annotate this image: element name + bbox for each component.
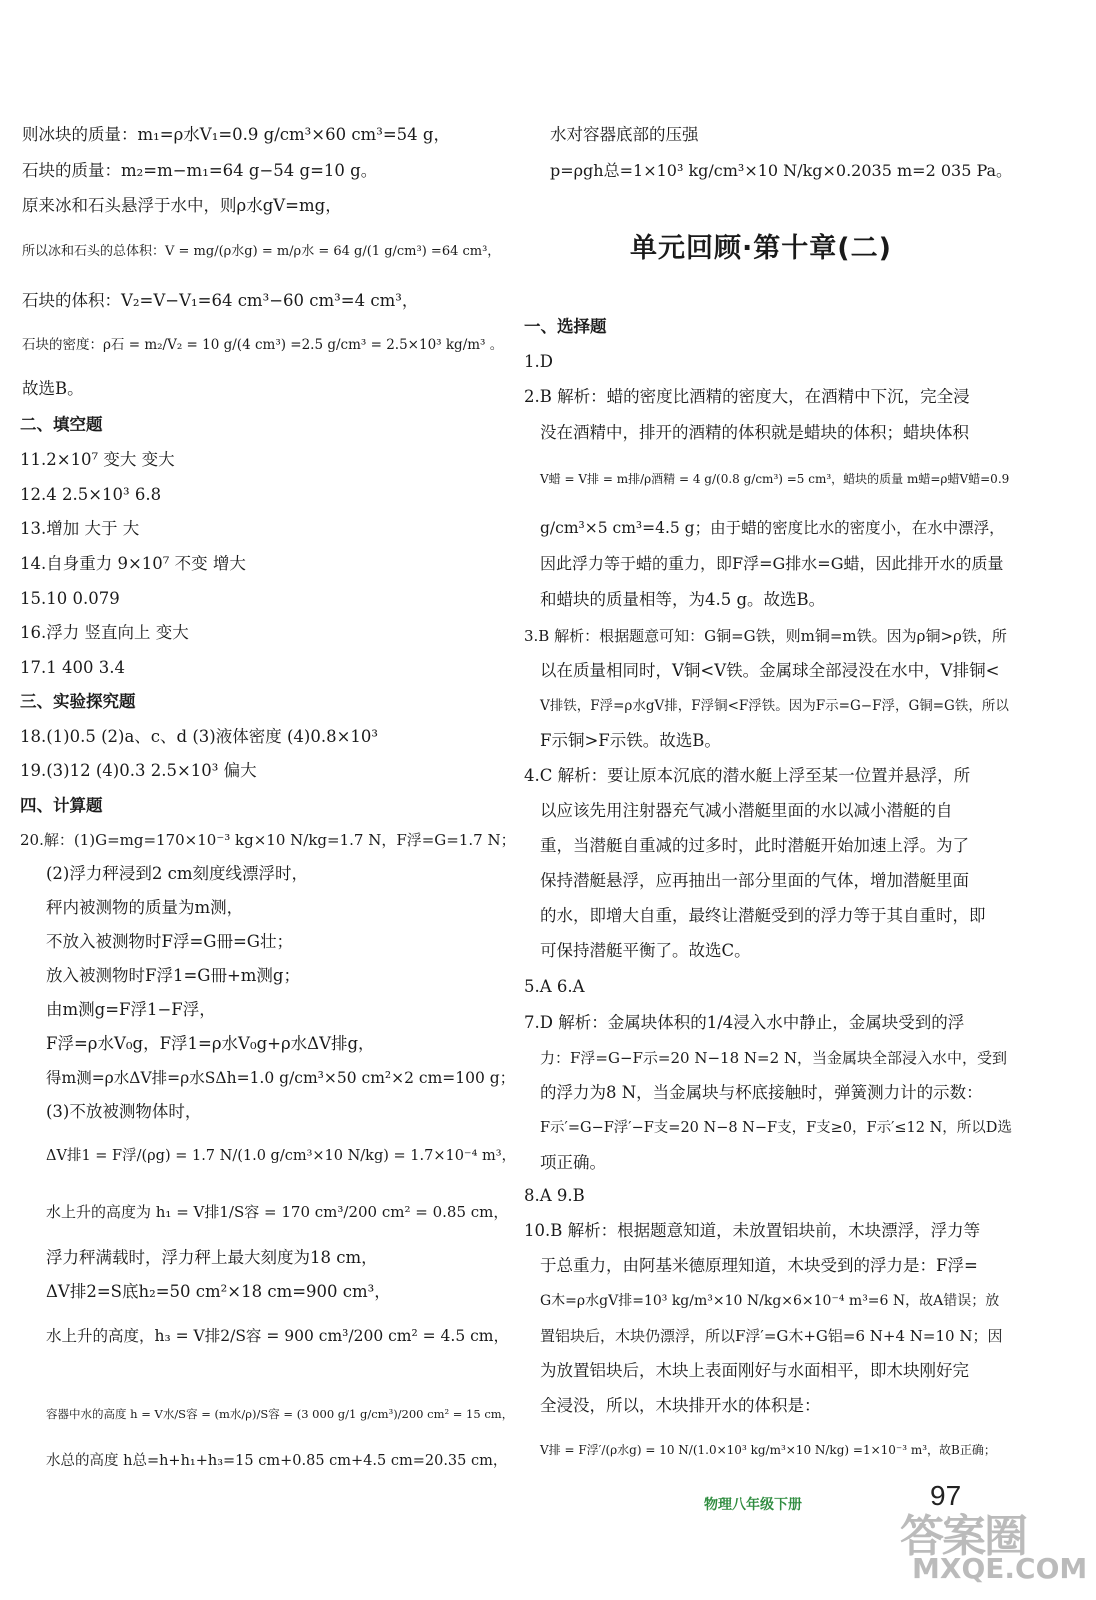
text-line: 置铝块后，木块仍漂浮，所以F浮′=G木+G铝=6 N+4 N=10 N；因 [540,1327,1003,1345]
answer-line: 13.增加 大于 大 [20,519,140,538]
text-line: 项正确。 [540,1153,606,1172]
text-line: ΔV排2=S底h₂=50 cm²×18 cm=900 cm³， [46,1282,391,1301]
watermark-logo: 答案圈 [900,1511,1026,1562]
answer-line: 8.A 9.B [524,1186,585,1205]
section-heading: 二、填空题 [20,415,103,434]
text-line: 可保持潜艇平衡了。故选C。 [540,941,751,960]
section-heading: 四、计算题 [20,796,103,815]
text-line: 由m测g=F浮1−F浮， [46,1000,216,1019]
answer-line: 2.B 解析：蜡的密度比酒精的密度大，在酒精中下沉，完全浸 [524,387,970,406]
text-line: 保持潜艇悬浮，应再抽出一部分里面的气体，增加潜艇里面 [540,871,969,890]
text-line: 放入被测物时F浮1=G冊+m测g； [46,966,300,985]
watermark-url: MXQE.COM [912,1552,1088,1585]
formula-line: V排 = F浮′/(ρ水g) = 10 N/(1.0×10³ kg/m³×10 N/kg) =1×10⁻³ m³，故B正确； [540,1443,996,1457]
text-line: p=ρgh总=1×10³ kg/cm³×10 N/kg×0.2035 m=2 035 Pa。 [550,161,1013,180]
text-line: 没在酒精中，排开的酒精的体积就是蜡块的体积；蜡块体积 [540,423,969,442]
answer-line: 17.1 400 3.4 [20,658,125,677]
text-line: 秤内被测物的质量为m测， [46,898,244,917]
text-line: 以应该先用注射器充气减小潜艇里面的水以减小潜艇的自 [540,801,953,820]
text-line: 的水，即增大自重，最终让潜艇受到的浮力等于其自重时，即 [540,906,986,925]
text-line: 的浮力为8 N，当金属块与杯底接触时，弹簧测力计的示数： [540,1083,983,1102]
answer-line: 15.10 0.079 [20,589,120,608]
text-line: 和蜡块的质量相等，为4.5 g。故选B。 [540,590,826,609]
text-line: (2)浮力秤浸到2 cm刻度线漂浮时， [46,864,309,883]
text-line: 所以冰和石头的总体积：V = mg/(ρ水g) = m/ρ水 = 64 g/(1 g/cm³) =64 cm³， [22,244,501,259]
text-line: 则冰块的质量：m₁=ρ水V₁=0.9 g/cm³×60 cm³=54 g， [22,125,450,144]
answer-line: 3.B 解析：根据题意可知：G铜=G铁，则m铜=m铁。因为ρ铜>ρ铁，所 [524,627,1007,645]
text-line: F示铜>F示铁。故选B。 [540,731,721,750]
text-line: 故选B。 [22,379,84,398]
formula-line: 水上升的高度，h₃ = V排2/S容 = 900 cm³/200 cm² = 4.5 cm， [46,1327,510,1345]
text-line: 因此浮力等于蜡的重力，即F浮=G排水=G蜡，因此排开水的质量 [540,554,1004,573]
formula-line: V蜡 = V排 = m排/ρ酒精 = 4 g/(0.8 g/cm³) =5 cm³，蜡块的质量 m蜡=ρ蜡V蜡=0.9 [540,472,1010,486]
answer-line: 18.(1)0.5 (2)a、c、d (3)液体密度 (4)0.8×10³ [20,727,379,746]
text-line: 得m测=ρ水ΔV排=ρ水SΔh=1.0 g/cm³×50 cm²×2 cm=100 g； [46,1069,516,1087]
answer-line: 7.D 解析：金属块体积的1/4浸入水中静止，金属块受到的浮 [524,1013,965,1032]
page-number: 97 [930,1480,962,1511]
answer-line: 16.浮力 竖直向上 变大 [20,623,189,642]
answer-line: 10.B 解析：根据题意知道，未放置铝块前，木块漂浮，浮力等 [524,1221,981,1240]
text-line: 水总的高度 h总=h+h₁+h₃=15 cm+0.85 cm+4.5 cm=20.35 cm， [46,1453,508,1469]
text-line: 全浸没，所以，木块排开水的体积是： [540,1396,821,1415]
text-line: 为放置铝块后，木块上表面刚好与水面相平，即木块刚好完 [540,1361,969,1380]
formula-line: 水上升的高度为 h₁ = V排1/S容 = 170 cm³/200 cm² = 0.85 cm， [46,1203,509,1221]
answer-line: 5.A 6.A [524,977,585,996]
answer-line: 19.(3)12 (4)0.3 2.5×10³ 偏大 [20,761,257,780]
text-line: 以在质量相同时，V铜<V铁。金属球全部浸没在水中，V排铜< [540,661,1000,680]
answer-line: 4.C 解析：要让原本沉底的潜水艇上浮至某一位置并悬浮，所 [524,766,971,785]
text-line: 石块的质量：m₂=m−m₁=64 g−54 g=10 g。 [22,161,378,180]
text-line: 浮力秤满载时，浮力秤上最大刻度为18 cm， [46,1248,378,1267]
text-line: 水对容器底部的压强 [550,125,699,144]
text-line: 石块的密度：ρ石 = m₂/V₂ = 10 g/(4 cm³) =2.5 g/cm³ = 2.5×10³ kg/m³ 。 [22,337,504,353]
text-line: 原来冰和石头悬浮于水中，则ρ水gV=mg， [22,196,342,215]
chapter-title: 单元回顾·第十章(二) [630,233,892,264]
formula-line: ΔV排1 = F浮/(ρg) = 1.7 N/(1.0 g/cm³×10 N/kg) = 1.7×10⁻⁴ m³， [46,1148,517,1164]
answer-line: 1.D [524,352,553,371]
text-line: 石块的体积：V₂=V−V₁=64 cm³−60 cm³=4 cm³， [22,291,419,310]
text-line: V排铁，F浮=ρ水gV排，F浮铜<F浮铁。因为F示=G−F浮，G铜=G铁，所以 [540,698,1009,714]
text-line: 不放入被测物时F浮=G冊=G壮； [46,932,293,951]
answer-line: 12.4 2.5×10³ 6.8 [20,485,162,504]
text-line: g/cm³×5 cm³=4.5 g；由于蜡的密度比水的密度小，在水中漂浮， [540,519,1005,537]
text-line: F浮=ρ水V₀g，F浮1=ρ水V₀g+ρ水ΔV排g， [46,1034,375,1053]
book-name: 物理八年级下册 [704,1497,802,1513]
text-line: 重，当潜艇自重减的过多时，此时潜艇开始加速上浮。为了 [540,836,969,855]
formula-line: 容器中水的高度 h = V水/S容 = (m水/ρ)/S容 = (3 000 g/1 g/cm³)/200 cm² = 15 cm， [46,1407,514,1421]
answer-line: 20.解：(1)G=mg=170×10⁻³ kg×10 N/kg=1.7 N，F浮=G=1.7 N； [20,831,516,849]
text-line: 力：F浮=G−F示=20 N−18 N=2 N，当金属块全部浸入水中，受到 [540,1049,1008,1067]
section-heading: 一、选择题 [524,317,607,336]
section-heading: 三、实验探究题 [20,692,136,711]
text-line: (3)不放被测物体时， [46,1102,202,1121]
text-line: 于总重力，由阿基米德原理知道，木块受到的浮力是：F浮= [540,1256,978,1275]
answer-line: 11.2×10⁷ 变大 变大 [20,450,175,469]
text-line: F示′=G−F浮′−F支=20 N−8 N−F支，F支≥0，F示′≤12 N，所以D选 [540,1120,1012,1136]
answer-line: 14.自身重力 9×10⁷ 不变 增大 [20,554,246,573]
text-line: G木=ρ水gV排=10³ kg/m³×10 N/kg×6×10⁻⁴ m³=6 N，故A错误；放 [540,1293,1000,1309]
